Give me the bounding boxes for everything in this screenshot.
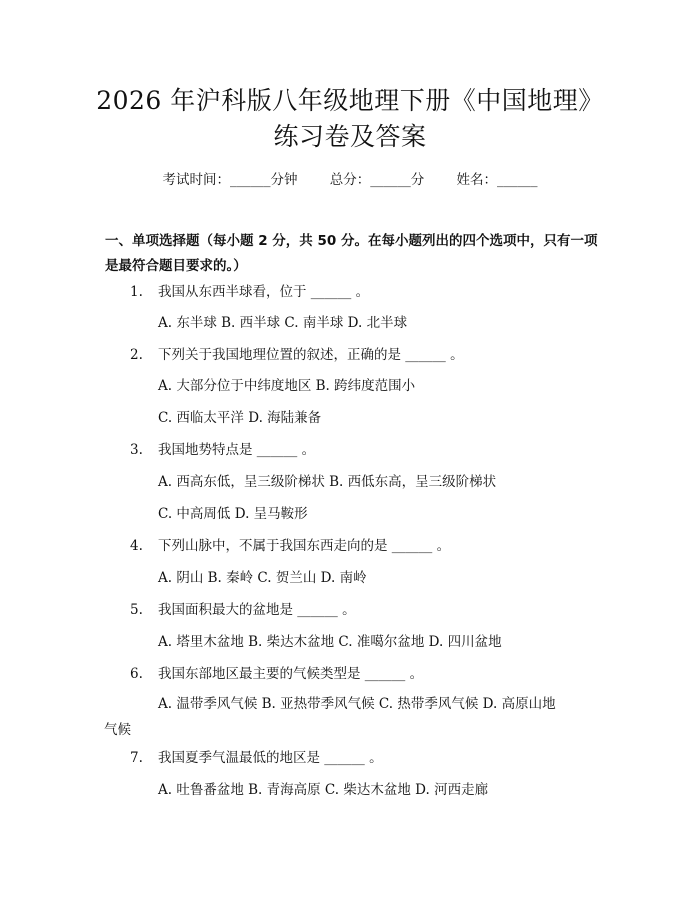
question-3-options-row1: A. 西高东低，呈三级阶梯状 B. 西低东高，呈三级阶梯状 [158, 474, 497, 490]
question-3-options-row2: C. 中高周低 D. 呈马鞍形 [158, 506, 308, 522]
question-number: 6. [130, 666, 143, 682]
question-text: 我国面积最大的盆地是 ______ 。 [158, 602, 356, 618]
question-text: 下列关于我国地理位置的叙述，正确的是 ______ 。 [158, 347, 464, 363]
question-text: 我国夏季气温最低的地区是 ______ 。 [158, 750, 383, 766]
question-1 [130, 282, 610, 302]
question-number: 4. [130, 538, 143, 554]
question-1-options: A. 东半球 B. 西半球 C. 南半球 D. 北半球 [158, 315, 408, 331]
question-4-options: A. 阴山 B. 秦岭 C. 贺兰山 D. 南岭 [158, 570, 367, 586]
question-7-options: A. 吐鲁番盆地 B. 青海高原 C. 柴达木盆地 D. 河西走廊 [158, 782, 489, 798]
question-number: 1. [130, 284, 143, 300]
exam-meta [0, 168, 700, 188]
total-score-field: 总分：______分 [329, 172, 425, 188]
page-title-line1: 2026 年沪科版八年级地理下册《中国地理》 [96, 86, 604, 115]
question-number: 5. [130, 602, 143, 618]
question-text: 我国从东西半球看，位于 ______ 。 [158, 284, 370, 300]
question-3 [130, 440, 610, 460]
question-6 [130, 664, 610, 684]
exam-time-field: 考试时间：______分钟 [162, 172, 298, 188]
question-number: 2. [130, 347, 143, 363]
question-5-options: A. 塔里木盆地 B. 柴达木盆地 C. 准噶尔盆地 D. 四川盆地 [158, 634, 502, 650]
question-7 [130, 748, 610, 768]
question-6-options-wrap: 气候 [104, 722, 131, 738]
question-2 [130, 345, 610, 365]
question-text: 我国东部地区最主要的气候类型是 ______ 。 [158, 666, 424, 682]
question-number: 3. [130, 442, 143, 458]
question-2-options-row2: C. 西临太平洋 D. 海陆兼备 [158, 410, 322, 426]
question-text: 下列山脉中，不属于我国东西走向的是 ______ 。 [158, 538, 451, 554]
name-field: 姓名：______ [456, 172, 538, 188]
question-4 [130, 536, 610, 556]
question-text: 我国地势特点是 ______ 。 [158, 442, 316, 458]
question-6-options: A. 温带季风气候 B. 亚热带季风气候 C. 热带季风气候 D. 高原山地 [158, 696, 556, 712]
question-number: 7. [130, 750, 143, 766]
question-5 [130, 600, 610, 620]
question-2-options-row1: A. 大部分位于中纬度地区 B. 跨纬度范围小 [158, 378, 416, 394]
section-heading: 一、单项选择题（每小题 2 分，共 50 分。在每小题列出的四个选项中，只有一项是最符合题目要求的。） [105, 233, 598, 274]
page-title-line2: 练习卷及答案 [273, 122, 427, 151]
